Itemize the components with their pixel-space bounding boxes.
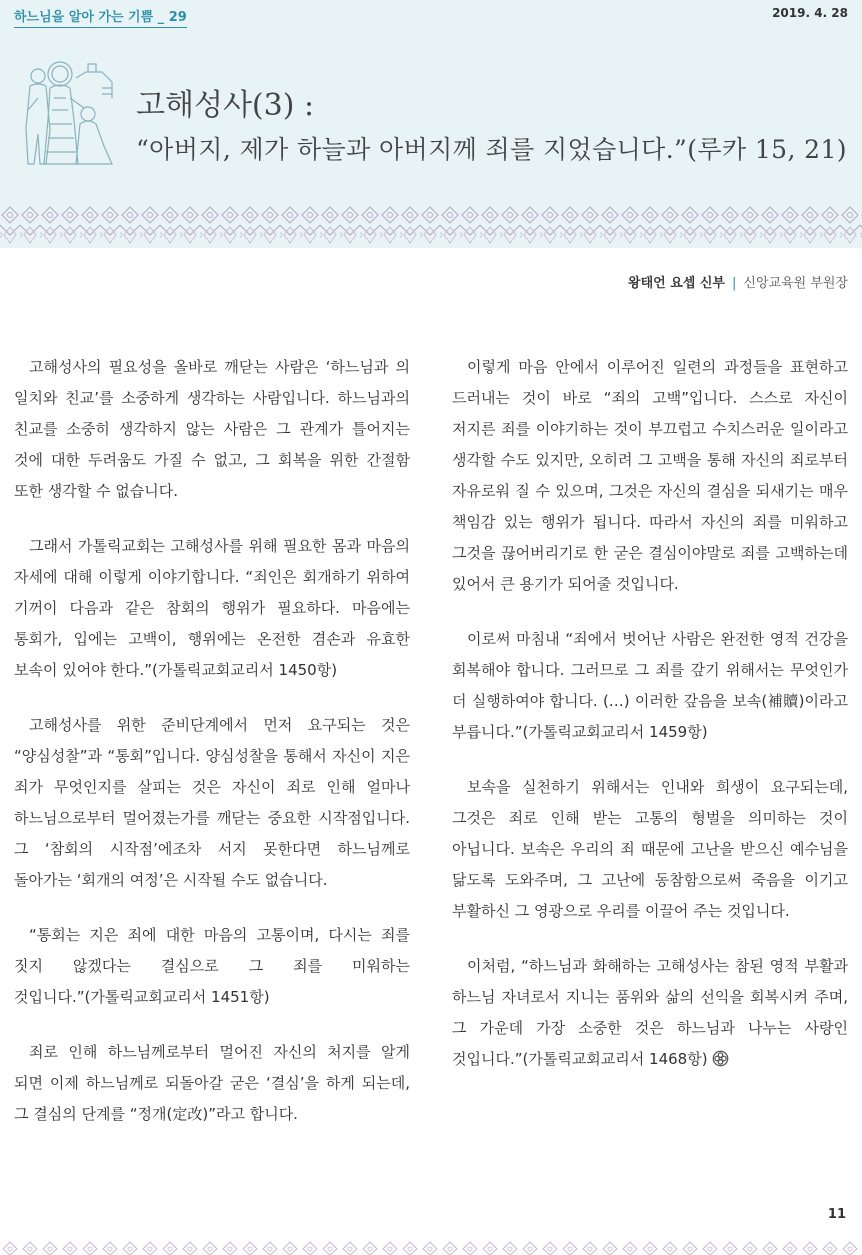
lace-ornament-border-icon xyxy=(0,205,862,245)
paragraph: 고해성사의 필요성을 올바로 깨닫는 사람은 ‘하느님과 의 일치와 친교’를 소중하게 생각하는 사람입니다. 하느님과의 친교를 소중히 생각하지 않는 사람은 그 관계가 틀어지는 것에 대한 두려움도 가질 수 없고, 그 회복을 위한 간절함 또한 생각할 수 없습니다. xyxy=(14,358,410,500)
paragraph: 이렇게 마음 안에서 이루어진 일련의 과정들을 표현하고 드러내는 것이 바로 “죄의 고백”입니다. 스스로 자신이 저지른 죄를 이야기하는 것이 부끄럽고 수치스러운 일이라고 생각할 수도 있지만, 오히려 그 고백을 통해 자신의 죄로부터 자유로워 질 수 있으며, 그것은 자신의 결심을 되새기는 매우 책임감 있는 행위가 됩니다. 따라서 자신의 죄를 미워하고 그것을 끊어버리기로 한 굳은 결심이야말로 죄를 고백하는데 있어서 큰 용기가 되어줄 것입니다. xyxy=(452,358,848,593)
issue-date: 2019. 4. 28 xyxy=(772,6,848,20)
author-name: 왕태언 요셉 신부 xyxy=(628,276,725,291)
paragraph: 고해성사를 위한 준비단계에서 먼저 요구되는 것은 “양심성찰”과 “통회”입니다. 양심성찰을 통해서 자신이 지은 죄가 무엇인지를 살피는 것은 자신이 죄로 인해 얼마나 하느님으로부터 멀어졌는가를 깨닫는 중요한 시작점입니다. 그 ‘참회의 시작점’에조차 서지 못한다면 하느님께로 돌아가는 ‘회개의 여정’은 시작될 수도 없습니다. xyxy=(14,716,410,889)
paragraph: “통회는 지은 죄에 대한 마음의 고통이며, 다시는 죄를 짓지 않겠다는 결심으로 그 죄를 미워하는 것입니다.”(가톨릭교회교리서 1451항) xyxy=(14,926,410,1006)
paragraph-text: 이처럼, “하느님과 화해하는 고해성사는 참된 영적 부활과 하느님 자녀로서 지니는 품위와 삶의 선익을 회복시켜 주며, 그 가운데 가장 소중한 것은 하느님과 나누는 사랑인 것입니다.”(가톨릭교회교리서 1468항) xyxy=(452,957,848,1068)
lace-ornament-footer-icon xyxy=(0,1240,862,1255)
paragraph: 그래서 가톨릭교회는 고해성사를 위해 필요한 몸과 마음의 자세에 대해 이렇게 이야기합니다. “죄인은 회개하기 위하여 기꺼이 다음과 같은 참회의 행위가 필요하다. 마음에는 통회가, 입에는 고백이, 행위에는 온전한 겸손과 유효한 보속이 있어야 한다.”(가톨릭교회교리서 1450항) xyxy=(14,537,410,679)
article-subtitle-quote: “아버지, 제가 하늘과 아버지께 죄를 지었습니다.”(루카 15, 21) xyxy=(136,135,847,164)
paragraph: 보속을 실천하기 위해서는 인내와 희생이 요구되는데, 그것은 죄로 인해 받는 고통의 형벌을 의미하는 것이 아닙니다. 보속은 우리의 죄 때문에 고난을 받으신 예수님을 닮도록 도와주며, 그 고난에 동참함으로써 죽음을 이기고 부활하신 그 영광으로 우리를 이끌어 주는 것입니다. xyxy=(452,778,848,920)
right-column xyxy=(452,352,848,1099)
paragraph: 이로써 마침내 “죄에서 벗어난 사람은 완전한 영적 건강을 회복해야 합니다. 그러므로 그 죄를 갚기 위해서는 무엇인가 더 실행하여야 합니다. (…) 이러한 갚음을 보속(補贖)이라고 부릅니다.”(가톨릭교회교리서 1459항) xyxy=(452,630,848,741)
page-number: 11 xyxy=(827,1207,846,1222)
author-byline xyxy=(628,272,848,291)
article-title: 고해성사(3) : xyxy=(136,88,315,123)
author-role: 신앙교육원 부원장 xyxy=(743,276,848,291)
byline-separator: | xyxy=(732,276,737,291)
holy-figures-illustration-icon xyxy=(16,58,116,170)
series-label: 하느님을 알아 가는 기쁨 _ 29 xyxy=(14,6,187,28)
paragraph: 죄로 인해 하느님께로부터 멀어진 자신의 처지를 알게 되면 이제 하느님께로 되돌아갈 굳은 ‘결심’을 하게 되는데, 그 결심의 단계를 “정개(定改)”라고 합니다. xyxy=(14,1043,410,1123)
left-column xyxy=(14,352,410,1154)
paragraph-last xyxy=(452,951,848,1075)
flower-end-mark-icon xyxy=(712,1050,729,1067)
